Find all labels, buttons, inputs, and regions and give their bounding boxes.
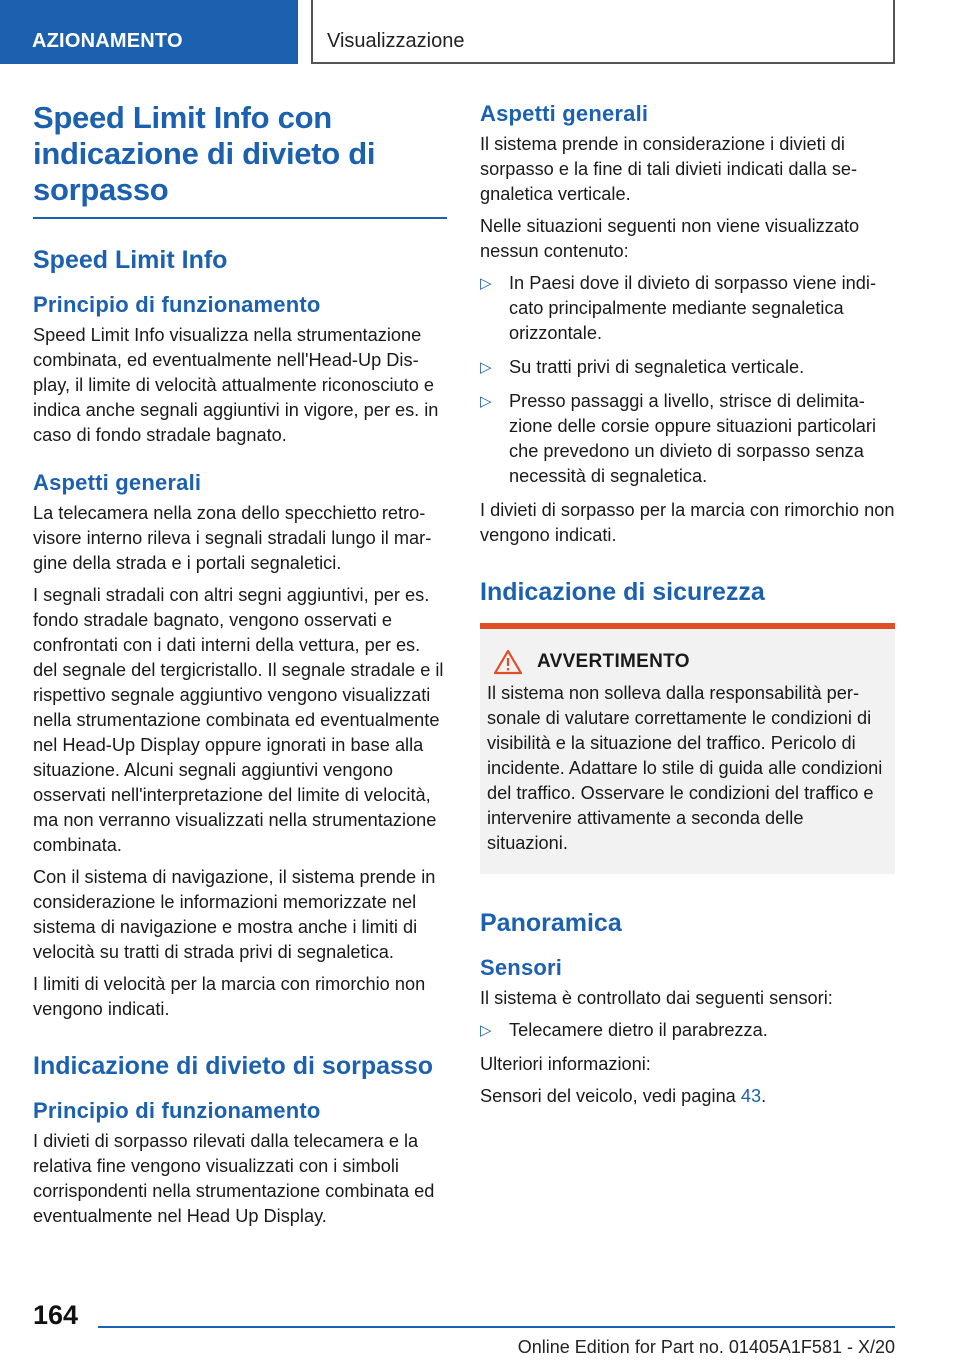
paragraph: Con il sistema di navigazione, il sistema prende in considerazione le informazioni memorizzate nel sistema di navigazione e mostra anche i limiti di velocità su tratti di strada privi di segnaletica.	[33, 867, 436, 962]
paragraph: I divieti di sorpasso per la marcia con rimorchio non vengono indicati.	[480, 500, 895, 545]
triangle-bullet-icon: ▷	[480, 275, 492, 292]
warning-title: AVVERTIMENTO	[537, 651, 690, 672]
paragraph: Sensori del veicolo, vedi pagina 43.	[480, 1086, 767, 1106]
heading-general: Aspetti generali	[33, 470, 202, 495]
paragraph: I limiti di velocità per la marcia con rimorchio non vengono indicati.	[33, 974, 426, 1019]
page-title: Speed Limit Info con indicazione di divieto di sorpasso	[33, 100, 376, 207]
paragraph: I segnali stradali con altri segni aggiuntivi, per es. fondo stradale bagnato, vengono osservati e confrontati con i dati interni della vettura, per es. del segnale del tergicristallo. Il segnale stradale e il rispettivo segnale aggiuntivo vengono visualizzati nella strumentazione combinata ed eventualmente nel Head-Up Display oppure ignorati in base alla situazione. Alcuni segnali aggiuntivi vengono osservati nell'interpretazione del limite di velocità, ma non verranno visualizzati nella strumentazione combinata.	[33, 585, 444, 855]
list-item: ▷ Presso passaggi a livello, strisce di delimitazione delle corsie oppure situazioni particolari che prevedono un divieto di sorpasso senza necessità di segnaletica.	[480, 391, 876, 486]
page-link[interactable]: 43	[740, 1086, 762, 1106]
list-item: ▷ Su tratti privi di segnaletica verticale.	[480, 355, 895, 380]
left-column	[33, 100, 447, 1236]
edition-footer: Online Edition for Part no. 01405A1F581 - X/20	[517, 1337, 895, 1357]
warning-text: Il sistema non solleva dalla responsabilità personale di valutare correttamente le condizioni di visibilità e la situazione del traffico. Pericolo di incidente. Adattare lo stile di guida alle condizioni del traffico. Osservare le condizioni del traffico e intervenire attivamente a seconda delle situazioni.	[487, 683, 883, 853]
paragraph: Il sistema prende in considerazione i divieti di sorpasso e la fine di tali divieti indicati dalla segnaletica verticale.	[480, 134, 858, 204]
heading-no-passing: Indicazione di divieto di sorpasso	[33, 1052, 434, 1080]
list-item: ▷ Telecamere dietro il parabrezza.	[480, 1018, 895, 1043]
paragraph: I divieti di sorpasso rilevati dalla telecamera e la relativa fine vengono visualizzati con i simboli corrispondenti nella strumentazione combinata ed eventualmente nel Head Up Display.	[33, 1131, 435, 1226]
warning-header	[487, 649, 887, 675]
heading-safety: Indicazione di sicurezza	[480, 578, 765, 606]
heading-principle: Principio di funzionamento	[33, 292, 321, 317]
list-item: ▷ In Paesi dove il divieto di sorpasso viene indicato principalmente mediante segnaletica orizzontale.	[480, 273, 876, 343]
heading-speed-limit-info: Speed Limit Info	[33, 246, 228, 274]
heading-overview: Panoramica	[480, 909, 622, 937]
footer-divider	[98, 1326, 895, 1328]
warning-box	[480, 623, 895, 874]
heading-principle: Principio di funzionamento	[33, 1098, 321, 1123]
paragraph: Ulteriori informazioni:	[480, 1054, 651, 1074]
section-title: Visualizzazione	[327, 30, 465, 52]
page-number: 164	[33, 1300, 79, 1330]
right-column	[480, 100, 895, 1116]
warning-triangle-icon	[493, 649, 523, 675]
triangle-bullet-icon: ▷	[480, 359, 492, 376]
triangle-bullet-icon: ▷	[480, 1022, 492, 1039]
paragraph: La telecamera nella zona dello specchietto retrovisore interno rileva i segnali stradali lungo il margine della strada e i portali segnaletici.	[33, 503, 432, 573]
paragraph: Nelle situazioni seguenti non viene visualizzato nessun contenuto:	[480, 216, 860, 261]
paragraph: Il sistema è controllato dai seguenti sensori:	[480, 988, 833, 1008]
chapter-tab	[0, 0, 298, 64]
paragraph: Speed Limit Info visualizza nella strumentazione combinata, ed eventualmente nell'Head-Up Display, il limite di velocità attualmente riconosciuto e indica anche segnali aggiuntivi in vigore, per es. in caso di fondo stradale bagnato.	[33, 325, 439, 445]
bullet-list	[480, 1018, 895, 1043]
triangle-bullet-icon: ▷	[480, 393, 492, 410]
heading-sensors: Sensori	[480, 955, 563, 980]
bullet-list	[480, 271, 895, 489]
section-header	[311, 0, 895, 64]
chapter-label: AZIONAMENTO	[32, 30, 183, 52]
heading-general: Aspetti generali	[480, 101, 649, 126]
title-divider	[33, 217, 447, 219]
